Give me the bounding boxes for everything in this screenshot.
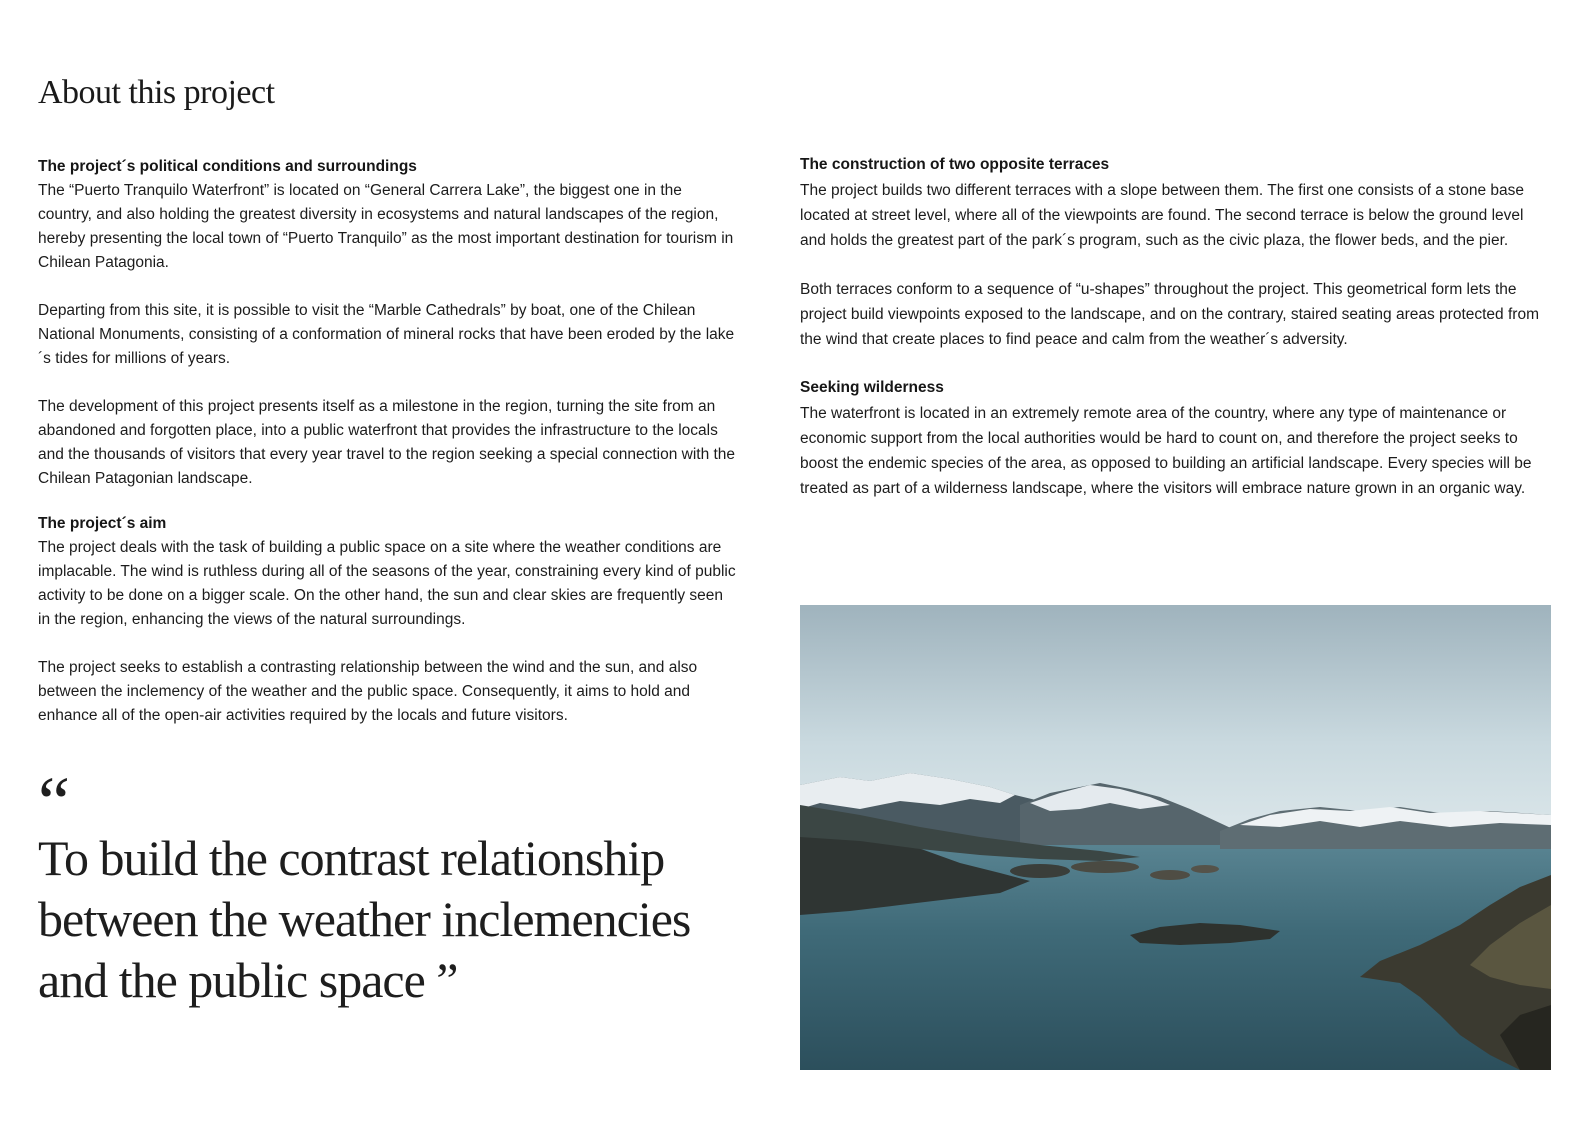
section-heading: The construction of two opposite terraces (800, 156, 1110, 173)
island (1071, 861, 1139, 873)
quote-mark-icon: “ (38, 762, 66, 842)
quote-text: To build the contrast relationship between the weather inclemencies and the public space ” (38, 830, 691, 1008)
paragraph: Departing from this site, it is possible to visit the “Marble Cathedrals” by boat, one of the Chilean National Monuments, consisting of a conformation of mineral rocks that have been eroded by the lake´s tides for millions of years. (38, 302, 735, 367)
pull-quote (38, 762, 758, 1011)
seeking-wilderness-section (800, 379, 1545, 501)
paragraph: Both terraces conform to a sequence of “u-shapes” throughout the project. This geometrical form lets the project build viewpoints exposed to the landscape, and on the contrary, staired seating areas protected from the wind that create places to find peace and calm from the weather´s adversity. (800, 281, 1539, 348)
page-title: About this project (38, 74, 275, 111)
right-column (800, 156, 1545, 528)
section-heading: The project´s political conditions and surroundings (38, 158, 417, 175)
paragraph: The project builds two different terraces with a slope between them. The first one consists of a stone base located at street level, where all of the viewpoints are found. The second terrace is below the ground level and holds the greatest part of the park´s program, such as the civic plaza, the flower beds, and the pier. (800, 182, 1525, 249)
paragraph: The waterfront is located in an extremely remote area of the country, where any type of maintenance or economic support from the local authorities would be hard to count on, and therefore the project seeks to boost the endemic species of the area, as opposed to building an artificial landscape. Every species will be treated as part of a wilderness landscape, where the visitors will embrace nature grown in an organic way. (800, 405, 1532, 497)
paragraph: The project deals with the task of building a public space on a site where the weather conditions are implacable. The wind is ruthless during all of the seasons of the year, constraining every kind of public activity to be done on a bigger scale. On the other hand, the sun and clear skies are frequently seen in the region, enhancing the views of the natural surroundings. (38, 539, 736, 628)
terraces-section (800, 156, 1545, 352)
political-conditions-section (38, 158, 738, 491)
paragraph: The development of this project presents itself as a milestone in the region, turning the site from an abandoned and forgotten place, into a public waterfront that provides the infrastructure to the locals and the thousands of visitors that every year travel to the region seeking a special connection with the Chilean Patagonian landscape. (38, 398, 736, 487)
section-heading: Seeking wilderness (800, 379, 944, 396)
project-aim-section (38, 515, 738, 728)
island (1150, 870, 1190, 880)
left-column (38, 158, 738, 752)
island (1010, 864, 1070, 878)
landscape-illustration (800, 605, 1551, 1070)
island (1191, 865, 1219, 873)
paragraph: The project seeks to establish a contrasting relationship between the wind and the sun, and also between the inclemency of the weather and the public space. Consequently, it aims to hold and enhance all of the open-air activities required by the locals and future visitors. (38, 659, 698, 724)
lake-landscape-photo (800, 605, 1551, 1070)
paragraph: The “Puerto Tranquilo Waterfront” is located on “General Carrera Lake”, the biggest one in the country, and also holding the greatest diversity in ecosystems and natural landscapes of the region, hereby presenting the local town of “Puerto Tranquilo” as the most important destination for tourism in Chilean Patagonia. (38, 182, 734, 271)
section-heading: The project´s aim (38, 515, 167, 532)
